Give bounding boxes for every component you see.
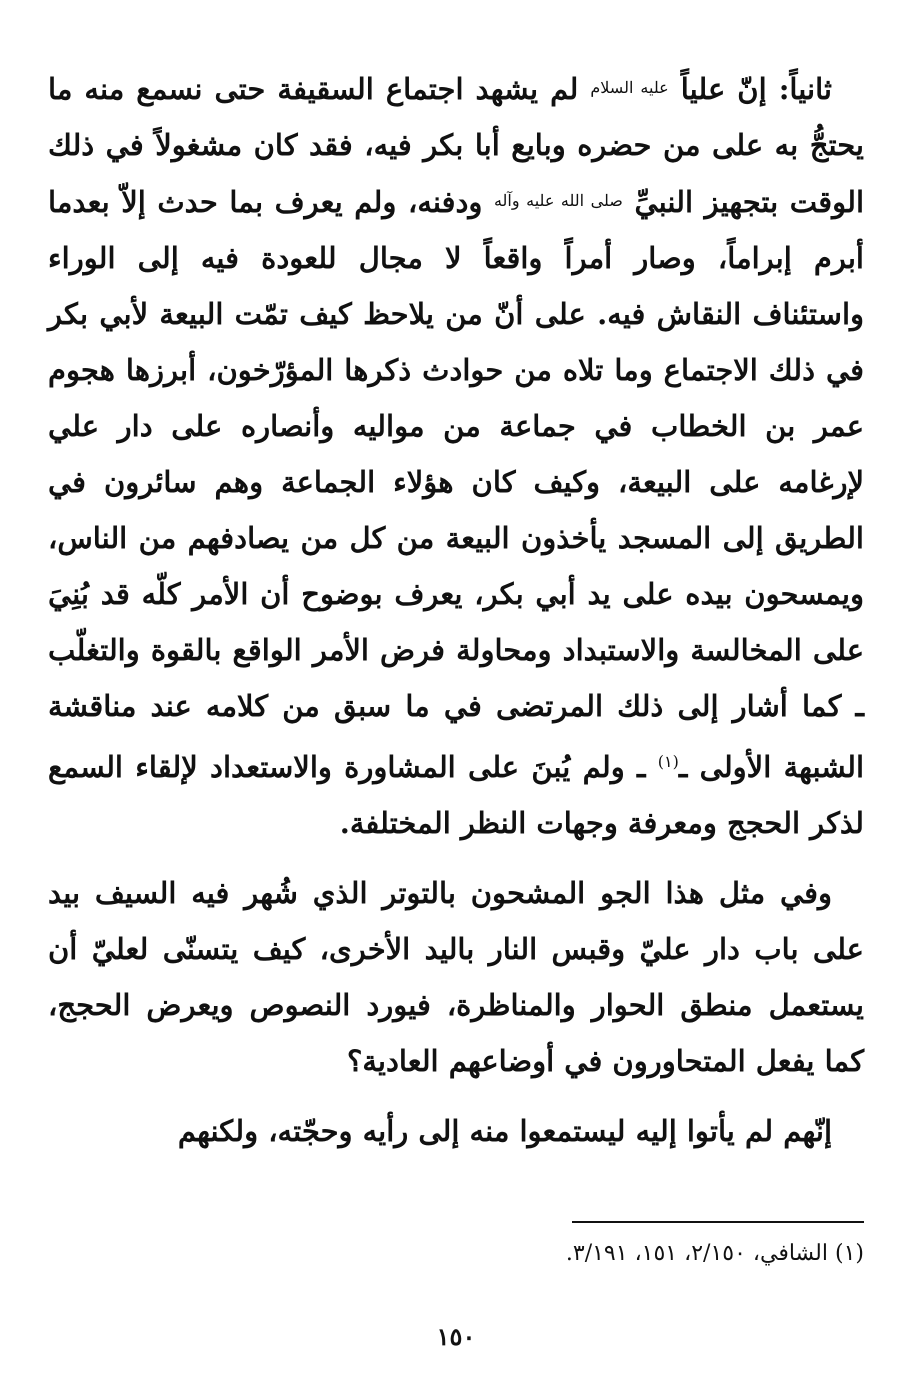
paragraph-1-lead: ثانياً	[789, 72, 832, 106]
honorific-alayhi-salam: عليه السلام	[590, 78, 669, 97]
paragraph-1-text-4: ـ ولم يُبنَ على المشاورة والاستعداد لإلقاء السمع لذكر الحجج ومعرفة وجهات النظر المختلفة.	[48, 750, 864, 840]
paragraph-1-text-3: ودفنه، ولم يعرف بما حدث إلاّ بعدما أبرم إبراماً، وصار أمراً واقعاً لا مجال للعودة فيه إلى الوراء واستئناف النقاش فيه. على أنّ من يلاحظ كيف تمّت البيعة لأبي بكر في ذلك الاجتماع وما تلاه من حوادث ذكرها المؤرّخون، أبرزها هجوم عمر بن الخطاب في جماعة من مواليه وأنصاره على دار علي لإرغامه على البيعة، وكيف كان هؤلاء الجماعة وهم سائرون في الطريق إلى المسجد يأخذون البيعة من كل من يصادفهم من الناس، ويمسحون بيده على يد أبي بكر، يعرف بوضوح أن الأمر كلّه قد بُنِيَ على المخالسة والاستبداد ومحاولة فرض الأمر الواقع بالقوة والتغلّب ـ كما أشار إلى ذلك المرتضى في ما سبق من كلامه عند مناقشة الشبهة الأولى ـ	[48, 185, 864, 784]
honorific-salla-allah: صلى الله عليه وآله	[493, 191, 623, 210]
page-number: ١٥٠	[436, 1322, 476, 1351]
document-page	[48, 60, 864, 1360]
paragraph-1	[48, 60, 864, 851]
footnote-divider	[572, 1221, 864, 1223]
paragraph-1-text-2: لم يشهد اجتماع السقيفة حتى نسمع منه ما يحتجُّ به على من حضره وبايع أبا بكر فيه، فقد كان مشغولاً في ذلك الوقت بتجهيز النبيِّ	[48, 72, 864, 219]
paragraph-2: وفي مثل هذا الجو المشحون بالتوتر الذي شُهر فيه السيف بيد على باب دار عليّ وقبس النار باليد الأخرى، كيف يتسنّى لعليّ أن يستعمل منطق الحوار والمناظرة، فيورد النصوص ويعرض الحجج، كما يفعل المتحاورون في أوضاعهم العادية؟	[48, 876, 864, 1078]
paragraph-1-text-1: : إنّ علياً	[680, 72, 790, 106]
footnote-ref-1: (١)	[657, 752, 679, 771]
footnote: (١) الشافي، ٢/١٥٠، ١٥١، ٣/١٩١.	[565, 1241, 864, 1266]
paragraph-3: إنّهم لم يأتوا إليه ليستمعوا منه إلى رأيه وحجّته، ولكنهم	[177, 1114, 832, 1148]
